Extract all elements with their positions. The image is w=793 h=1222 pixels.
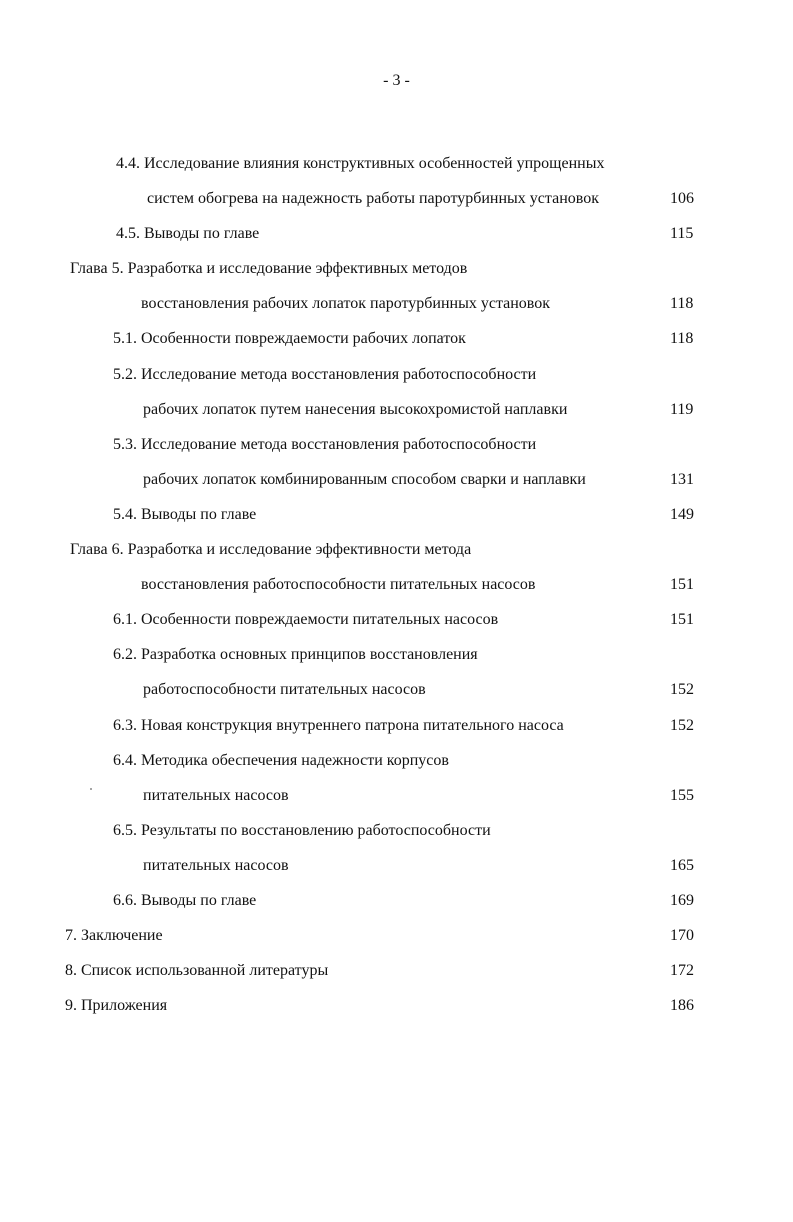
toc-entry xyxy=(0,321,793,356)
toc-entry xyxy=(0,918,793,953)
toc-entry xyxy=(0,708,793,743)
toc-entry-text: восстановления рабочих лопаток паротурбинных установок xyxy=(141,295,551,313)
toc-entry-text: 4.5. Выводы по главе xyxy=(116,225,260,243)
toc-entry-page: 118 xyxy=(670,330,694,348)
toc-entry xyxy=(0,953,793,988)
toc-entry xyxy=(0,743,793,778)
toc-entry-page: 155 xyxy=(670,786,694,804)
toc-entry-page: 169 xyxy=(670,891,694,909)
toc-entry xyxy=(0,146,793,181)
toc-entry-text: 6.1. Особенности повреждаемости питательных насосов xyxy=(113,611,499,629)
toc-entry-text: 6.6. Выводы по главе xyxy=(113,891,257,909)
toc-entry-text: систем обогрева на надежность работы паротурбинных установок xyxy=(147,190,599,208)
toc-entry-page: 149 xyxy=(670,505,694,523)
toc-entry xyxy=(0,778,793,813)
toc-entry xyxy=(0,532,793,567)
toc-entry-page: 115 xyxy=(670,225,694,243)
toc-entry xyxy=(0,883,793,918)
toc-entry-text: 5.4. Выводы по главе xyxy=(113,505,257,523)
toc-entry-text: рабочих лопаток путем нанесения высокохромистой наплавки xyxy=(143,400,568,418)
toc-entry-text: 5.2. Исследование метода восстановления работоспособности xyxy=(113,365,537,383)
toc-entry-page: 165 xyxy=(670,856,694,874)
toc-entry xyxy=(0,392,793,427)
toc-entry-text: Глава 6. Разработка и исследование эффективности метода xyxy=(70,541,472,559)
toc-entry-page: 131 xyxy=(670,470,694,488)
toc-entry-text: 7. Заключение xyxy=(65,927,163,945)
toc-entry-page: 186 xyxy=(670,997,694,1015)
toc-entry xyxy=(0,567,793,602)
toc-entry-page: 118 xyxy=(670,295,694,313)
toc-entry xyxy=(0,988,793,1023)
toc-entry xyxy=(0,848,793,883)
toc-entry xyxy=(0,497,793,532)
toc-entry xyxy=(0,286,793,321)
toc-entry-text: 9. Приложения xyxy=(65,997,168,1015)
toc-entry-text: работоспособности питательных насосов xyxy=(143,681,426,699)
toc-entry-text: 6.3. Новая конструкция внутреннего патрона питательного насоса xyxy=(113,716,564,734)
toc-entry-text: 4.4. Исследование влияния конструктивных особенностей упрощенных xyxy=(116,155,605,172)
toc-entry-page: 106 xyxy=(670,190,694,208)
toc-entry-text: 6.4. Методика обеспечения надежности корпусов xyxy=(113,751,449,769)
toc-entry xyxy=(0,813,793,848)
toc-entry-text: восстановления работоспособности питательных насосов xyxy=(141,576,536,594)
toc-entry-text: питательных насосов xyxy=(143,856,289,874)
toc-entry-page: 119 xyxy=(670,400,694,418)
toc-entry-text: 5.3. Исследование метода восстановления работоспособности xyxy=(113,435,537,453)
toc-entry-text: рабочих лопаток комбинированным способом сварки и наплавки xyxy=(143,470,586,488)
toc-entry-text: 6.2. Разработка основных принципов восстановления xyxy=(113,646,478,664)
toc-entry xyxy=(0,181,793,216)
toc-entry-page: 151 xyxy=(670,576,694,594)
toc-entry xyxy=(0,672,793,707)
toc-entry-text: питательных насосов xyxy=(143,786,289,804)
table-of-contents xyxy=(0,146,793,1023)
toc-entry xyxy=(0,602,793,637)
toc-entry-text: 5.1. Особенности повреждаемости рабочих лопаток xyxy=(113,330,466,348)
toc-entry xyxy=(0,427,793,462)
toc-entry-page: 152 xyxy=(670,681,694,699)
toc-entry-page: 172 xyxy=(670,962,694,980)
toc-entry-page: 170 xyxy=(670,927,694,945)
toc-entry xyxy=(0,462,793,497)
toc-entry xyxy=(0,251,793,286)
toc-entry xyxy=(0,216,793,251)
toc-entry-page: 152 xyxy=(670,716,694,734)
toc-entry xyxy=(0,637,793,672)
scan-speck xyxy=(90,788,92,790)
toc-entry-page: 151 xyxy=(670,611,694,629)
toc-entry-text: Глава 5. Разработка и исследование эффективных методов xyxy=(70,260,468,278)
toc-entry-text: 6.5. Результаты по восстановлению работоспособности xyxy=(113,821,491,839)
toc-entry xyxy=(0,357,793,392)
toc-entry-text: 8. Список использованной литературы xyxy=(65,962,329,980)
page-number: - 3 - xyxy=(383,72,410,89)
